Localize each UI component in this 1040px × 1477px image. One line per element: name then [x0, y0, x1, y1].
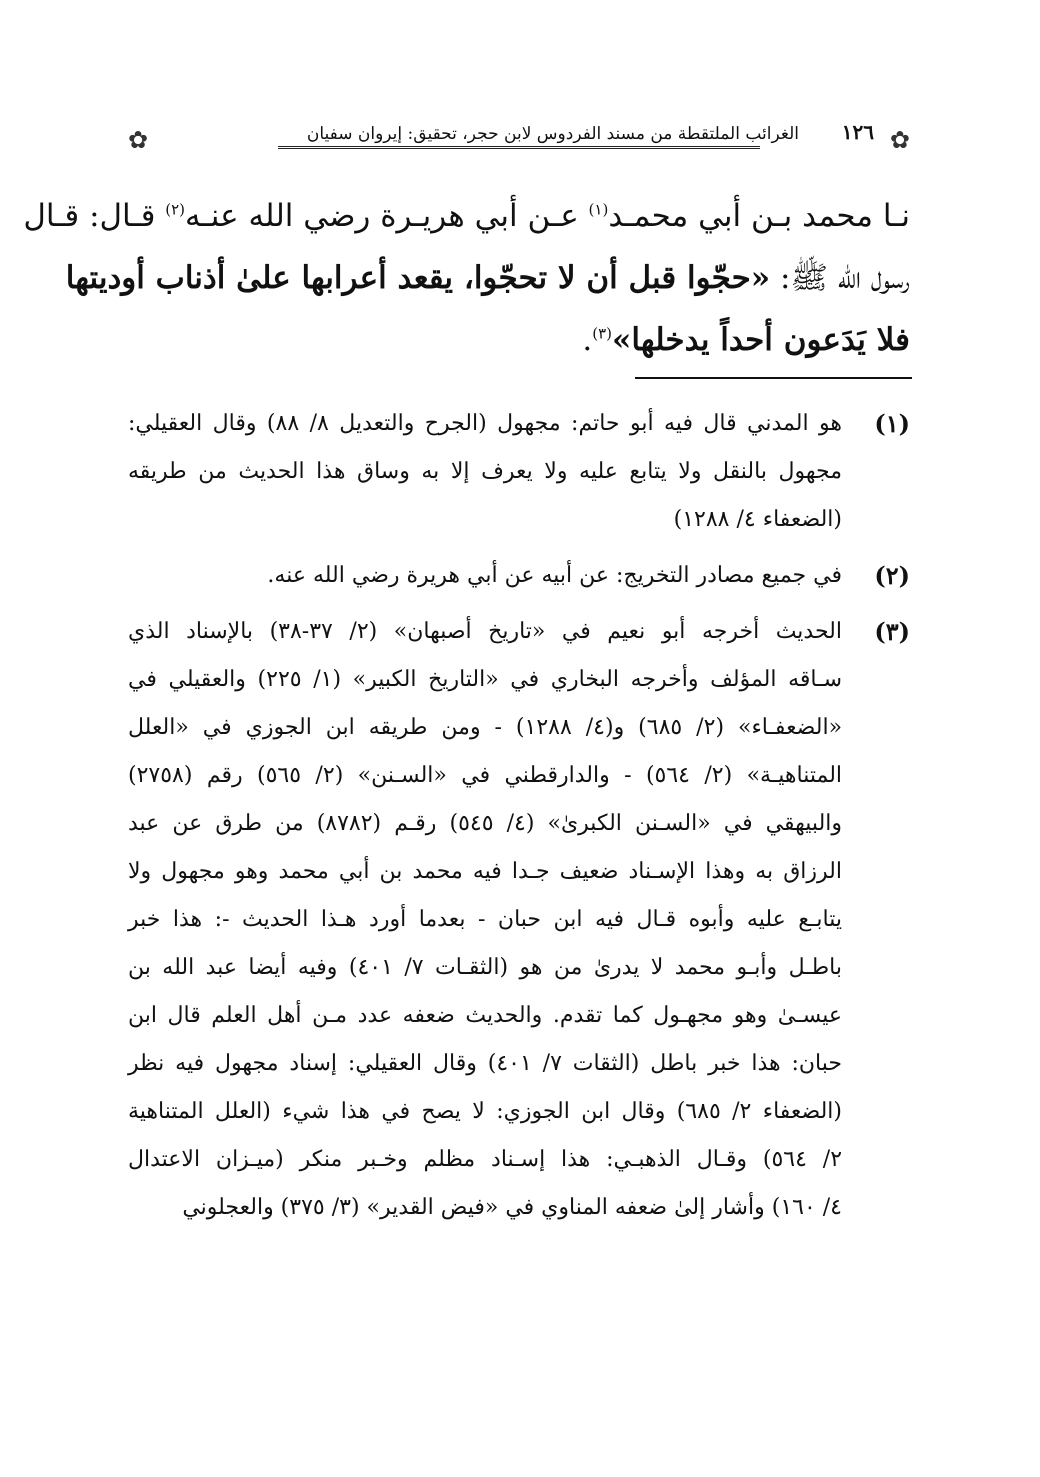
footnote-ref-3[interactable]: (٣) [592, 324, 613, 343]
header-rule [278, 146, 760, 149]
footnote-line: هو المدني قال فيه أبو حاتم: مجهول (الجرح والتعديل ٨/ ٨٨) وقال العقيلي: [128, 411, 842, 436]
footnote-2 [128, 552, 910, 600]
footnote-line: عيسـىٰ وهو مجهـول كما تقدم. والحديث ضعفه عدد مـن أهل العلم قال ابن [128, 1003, 842, 1028]
footnote-line: المتناهيـة» (٢/ ٥٦٤) - والدارقطني في «السـنن» (٢/ ٥٦٥) رقم (٢٧٥٨) [128, 763, 843, 788]
running-header [128, 118, 910, 156]
hadith-text [23, 185, 910, 371]
footnote-line: الحديث أخرجه أبو نعيم في «تاريخ أصبهان» (٢/ ٣٧-٣٨) بالإسناد الذي [128, 619, 842, 644]
footnote-line: ٢/ ٥٦٤) وقـال الذهبـي: هذا إسـناد مظلم وخـبر منكر (ميـزان الاعتدال [128, 1147, 843, 1172]
footnote-line: والبيهقي في «السـنن الكبرىٰ» (٤/ ٥٤٥) رقـم (٨٧٨٢) من طرق عن عبد [128, 811, 843, 836]
footnote-line: ٤/ ١٦٠) وأشار إلىٰ ضعفه المناوي في «فيض القدير» (٣/ ٣٧٥) والعجلوني [182, 1195, 842, 1220]
main-line-1: نـا محمد بـن أبي محمـد$^{(١)}$ عـن أبي هريـرة رضي الله عنـه$^{(٢)}$ قـال: قـال [23, 198, 910, 234]
main-line-2: رسول الله ﷺ: «حجّوا قبل أن لا تحجّوا، يقعد أعرابها علىٰ أذناب أوديتها [65, 260, 910, 296]
footnote-number: (٣) [874, 617, 910, 646]
footnote-1 [128, 400, 910, 544]
hadith-quote-end: فلا يَدَعون أحداً يدخلها» [612, 322, 910, 358]
footnote-line: مجهول بالنقل ولا يتابع عليه ولا يعرف إلا به وساق هذا الحديث من طريقه [128, 459, 842, 484]
footnote-ref-2[interactable]: (٢) [165, 200, 186, 219]
footnote-number: (٢) [874, 561, 910, 590]
hadith-quote: «حجّوا قبل أن لا تحجّوا، يقعد أعرابها علىٰ أذناب أوديتها [65, 260, 771, 296]
footnote-line: سـاقه المؤلف وأخرجه البخاري في «التاريخ الكبير» (١/ ٢٢٥) والعقيلي في [128, 667, 842, 692]
footnote-3 [128, 608, 910, 1232]
main-line-3: فلا يَدَعون أحداً يدخلها»$^{(٣)}$. [582, 322, 910, 358]
page-number: ١٢٦ [838, 120, 878, 144]
footnote-ref-1[interactable]: (١) [588, 200, 609, 219]
footnote-line: (الضعفاء ٤/ ١٢٨٨) [673, 507, 842, 532]
footnote-number: (١) [874, 409, 910, 438]
footnote-line: (الضعفاء ٢/ ٦٨٥) وقال ابن الجوزي: لا يصح في هذا شيء (العلل المتناهية [128, 1099, 843, 1124]
footnote-separator [635, 377, 912, 379]
footnote-line: في جميع مصادر التخريج: عن أبيه عن أبي هريرة رضي الله عنه. [267, 563, 842, 588]
footnote-line: «الضعفـاء» (٢/ ٦٨٥) و(٤/ ١٢٨٨) - ومن طريقه ابن الجوزي في «العلل [128, 715, 843, 740]
book-title: الغرائب الملتقطة من مسند الفردوس لابن حجر، تحقيق: إيروان سفيان [301, 124, 805, 144]
footnote-line: حبان: هذا خبر باطل (الثقات ٧/ ٤٠١) وقال العقيلي: إسناد مجهول فيه نظر [128, 1051, 842, 1076]
footnote-line: يتابـع عليه وأبوه قـال فيه ابن حبان - بعدما أورد هـذا الحديث -: هذا خبر [128, 907, 842, 932]
footnotes [128, 400, 910, 1240]
footnote-line: باطـل وأبـو محمد لا يدرىٰ من هو (الثقـات ٧/ ٤٠١) وفيه أيضا عبد الله بن [128, 955, 843, 980]
floral-ornament-icon: ✿ [889, 126, 910, 154]
floral-ornament-icon: ✿ [128, 126, 149, 154]
footnote-line: الرزاق به وهذا الإسـناد ضعيف جـدا فيه محمد بن أبي محمد وهو مجهول ولا [128, 859, 842, 884]
